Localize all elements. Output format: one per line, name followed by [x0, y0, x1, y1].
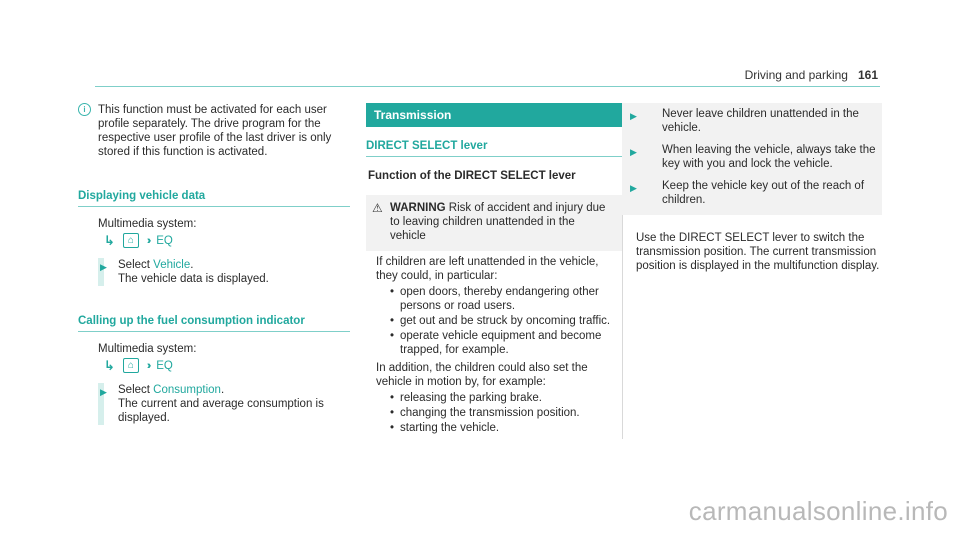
info-note: [78, 103, 350, 159]
info-note-text: This function must be activated for each user profile separately. The drive program for the respective user profile of the last driver is only stored if this function is activated.: [98, 104, 332, 158]
function-title: Function of the DIRECT SELECT lever: [368, 170, 576, 182]
warning-icon: ⚠: [372, 201, 383, 215]
warning-step-text: Keep the vehicle key out of the reach of children.: [662, 180, 865, 206]
play-icon: ▶: [630, 111, 637, 121]
nav-path: [98, 233, 350, 248]
page-header: [745, 68, 878, 82]
ms-label: Multimedia system:: [98, 218, 197, 230]
list-item: • get out and be struck by oncoming traffic.: [390, 314, 612, 328]
body-paragraph: Use the DIRECT SELECT lever to switch the transmission position. The current transmission position is displayed in the multifunction display.: [636, 232, 880, 272]
double-chevron-icon: ››: [146, 359, 149, 372]
select-suffix: .: [190, 259, 194, 271]
select-prefix: Select: [118, 384, 154, 396]
section-rule: [78, 331, 350, 332]
chapter-banner: Transmission: [366, 103, 622, 127]
select-suffix: .: [220, 384, 225, 396]
play-icon: ▶: [630, 147, 637, 157]
nav-eq: EQ: [156, 359, 173, 372]
warning-box: [366, 195, 622, 251]
list-item: • operate vehicle equipment and become trapped, for example.: [390, 329, 612, 357]
step-result: The vehicle data is displayed.: [118, 273, 269, 285]
column-middle: [366, 103, 622, 436]
section-title-display-vehicle: Displaying vehicle data: [78, 190, 206, 202]
nav-eq: EQ: [156, 234, 173, 247]
step-select-vehicle: [78, 258, 350, 286]
nav-path: [98, 358, 350, 373]
link-vehicle[interactable]: Vehicle: [153, 259, 191, 271]
warning-body: [366, 255, 622, 435]
bullet-list-1: [376, 285, 612, 357]
link-consumption[interactable]: Consumption: [153, 384, 221, 396]
home-icon: ⌂: [123, 358, 139, 373]
home-icon: ⌂: [123, 233, 139, 248]
warning-step: [622, 179, 882, 207]
warning-step-text: When leaving the vehicle, always take the key with you and lock the vehicle.: [662, 144, 876, 170]
list-item: • starting the vehicle.: [390, 421, 612, 435]
play-icon: ▶: [630, 183, 637, 193]
info-icon: i: [78, 103, 91, 116]
list-item: • open doors, thereby endangering other persons or road users.: [390, 285, 612, 313]
warning-continued: [622, 103, 882, 215]
bullet-list-2: [376, 391, 612, 435]
section-rule: [78, 206, 350, 207]
section-title-fuel: Calling up the fuel consumption indicator: [78, 315, 305, 327]
hook-arrow-icon: ↳: [104, 357, 115, 373]
double-chevron-icon: ››: [146, 234, 149, 247]
watermark: carmanualsonline.info: [688, 496, 948, 526]
hook-arrow-icon: ↳: [104, 232, 115, 248]
play-icon: ▶: [100, 387, 107, 397]
warning-step-text: Never leave children unattended in the vehicle.: [662, 108, 859, 134]
section-name: Driving and parking: [744, 68, 848, 82]
play-icon: ▶: [100, 262, 107, 272]
warning-text: Risk of accident and injury due to leaving children unattended in the vehicle: [390, 202, 606, 242]
ms-label: Multimedia system:: [98, 343, 197, 355]
column-right: [622, 103, 882, 273]
warning-para2: In addition, the children could also set the vehicle in motion by, for example:: [376, 362, 588, 388]
select-prefix: Select: [118, 259, 154, 271]
step-select-consumption: [78, 383, 350, 425]
list-item: • changing the transmission position.: [390, 406, 612, 420]
warning-step: [622, 143, 882, 171]
page-number: 161: [857, 68, 878, 82]
warning-step: [622, 107, 882, 135]
header-rule: [95, 86, 880, 87]
warning-para1: If children are left unattended in the vehicle, they could, in particular:: [376, 256, 599, 282]
warning-label: WARNING: [390, 202, 446, 214]
list-item: • releasing the parking brake.: [390, 391, 612, 405]
step-result: The current and average consumption is displayed.: [118, 398, 324, 424]
subsection-title: DIRECT SELECT lever: [366, 140, 488, 152]
column-left: [78, 103, 350, 425]
